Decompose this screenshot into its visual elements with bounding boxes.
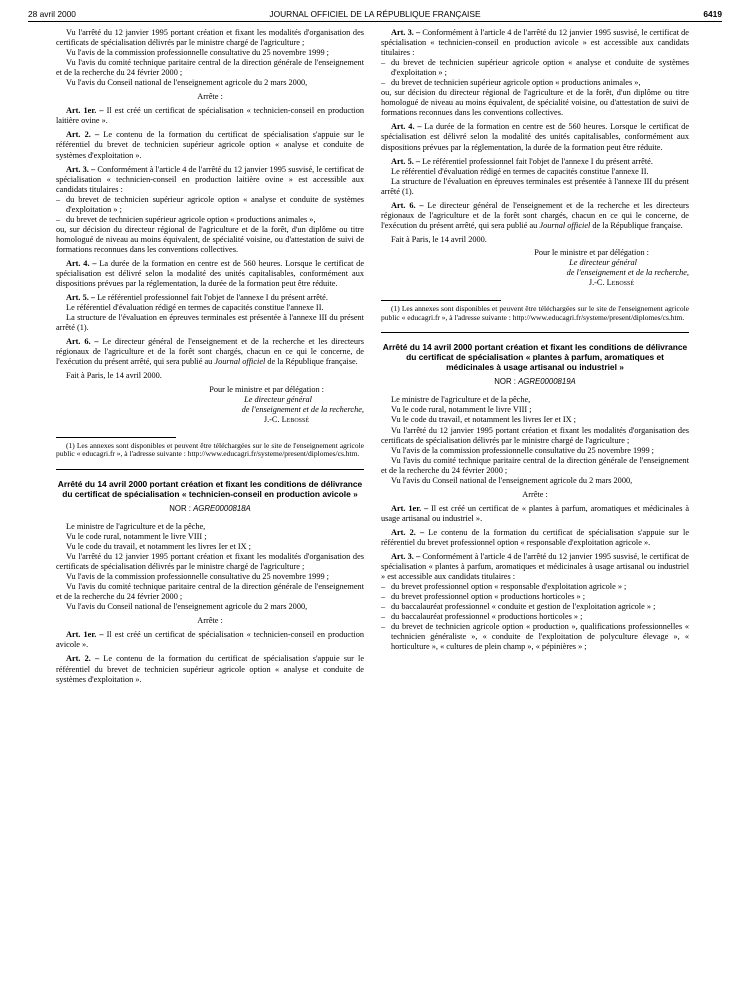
intro-paragraph: Vu le code rural, notamment le livre VIII ;: [391, 405, 532, 415]
list-item: – du baccalauréat professionnel « conduite et gestion de l'exploitation agricole » ;: [381, 602, 689, 612]
article-5-paragraph: Le référentiel d'évaluation rédigé en termes de capacités constitue l'annexe II.: [391, 166, 649, 176]
signatory-name: J.-C. Lebossé: [588, 278, 634, 288]
fait-line: Fait à Paris, le 14 avril 2000.: [391, 234, 487, 244]
vu-paragraph: Vu l'avis du Conseil national de l'enseignement agricole du 2 mars 2000,: [66, 78, 308, 88]
article-label: Art. 2. –: [66, 130, 100, 140]
intro-paragraph: Le ministre de l'agriculture et de la pêche,: [391, 395, 531, 405]
footnote: (1) Les annexes sont disponibles et peuvent être téléchargées sur le site de l'enseignement agricole public « educagri.fr », à l'adresse suivante : http://www.educagri.fr/systeme/present/diplomes/cs.htm.: [56, 440, 364, 459]
list-item: – du brevet de technicien agricole option « production », qualifications professionnelles « technicien généraliste », « conduite de l'exploitation de polyculture élevage », « horticulture », « cultures de plein champ », « pépinières » ;: [381, 622, 689, 652]
article-6: [56, 337, 364, 367]
list-item: – du brevet professionnel option « responsable d'exploitation agricole » ;: [381, 582, 689, 592]
article-text: Conformément à l'article 4 de l'arrêté du 12 janvier 1995 susvisé, le certificat de spécialisation « technicien-conseil en production avicole » est accessible aux candidats titulaires :: [381, 28, 689, 58]
article-label: Art. 2. –: [66, 654, 100, 664]
article-text: Le contenu de la formation du certificat de spécialisation s'appuie sur le référentiel du brevet professionnel option « responsable d'exploitation agricole ».: [381, 527, 690, 547]
article-text: de la République française.: [590, 220, 683, 230]
article-3-continuation: ou, sur décision du directeur régional de l'agriculture et de la forêt, d'un diplôme ou titre homologué de niveau au moins équivalent, de spécialité voisine, ou d'attestation de suivi de formations reconnues dans les conventions collectives.: [381, 88, 689, 118]
vu-paragraph: Vu l'avis de la commission professionnelle consultative du 25 novembre 1999 ;: [66, 48, 329, 58]
article-text: de la République française.: [265, 357, 358, 367]
footnote: (1) Les annexes sont disponibles et peuvent être téléchargées sur le site de l'enseignement agricole public « educagri.fr », à l'adresse suivante : http://www.educagri.fr/systeme/present/diplomes/cs.htm.: [381, 304, 689, 322]
signature-line: Pour le ministre et par délégation :: [209, 384, 324, 394]
vu-paragraph: Vu l'avis du comité technique paritaire central de la direction générale de l'enseignement et de la recherche du 24 février 2000 ;: [56, 58, 364, 78]
section-divider: [56, 469, 364, 470]
signature-title: Le directeur général: [244, 394, 312, 404]
article-text: Il est créé un certificat de spécialisation « technicien-conseil en production avicole ».: [56, 630, 364, 650]
article-text: Le directeur général de l'enseignement et de la recherche et les directeurs régionaux de l'agriculture et de la forêt sont chargés, chacun en ce qui le concerne, de l'exécution du présent arrêté, qui sera publié au: [381, 200, 690, 230]
article-label: Art. 5. –: [391, 156, 421, 166]
list-item: – du brevet professionnel option « productions horticoles » ;: [381, 592, 689, 602]
signature-title: Le directeur général: [569, 257, 637, 267]
article-5-paragraph: Le référentiel d'évaluation rédigé en termes de capacités constitue l'annexe II.: [66, 303, 324, 313]
intro-paragraph: Vu l'avis de la commission professionnelle consultative du 25 novembre 1999 ;: [391, 445, 654, 455]
article-3-continuation: ou, sur décision du directeur régional de l'agriculture et de la forêt, d'un diplôme ou titre homologué de niveau au moins équivalent, de spécialité voisine, ou d'attestation de suivi de formations reconnues dans les conventions collectives.: [56, 224, 364, 254]
article-text: Conformément à l'article 4 de l'arrêté du 12 janvier 1995 susvisé, le certificat de spécialisation « technicien-conseil en production laitière ovine » est accessible aux candidats titulaires :: [56, 164, 364, 194]
article-label: Art. 3. –: [66, 164, 96, 174]
decree-title: Arrêté du 14 avril 2000 portant création et fixant les conditions de délivrance du certificat de spécialisation « technicien-conseil en production avicole »: [57, 478, 363, 499]
intro-paragraph: Vu le code rural, notamment le livre VIII ;: [66, 531, 207, 541]
article-5: [56, 293, 364, 303]
signature-block: [56, 385, 364, 425]
article-2: [381, 528, 689, 548]
left-column: [56, 28, 364, 685]
nor-code: AGRE0000819A: [518, 377, 576, 387]
nor-label: NOR :: [494, 377, 516, 387]
article-text: Le contenu de la formation du certificat de spécialisation s'appuie sur le référentiel du brevet de technicien supérieur agricole option « analyse et conduite de systèmes d'exploitation ».: [56, 130, 365, 160]
intro-paragraph: Vu le code du travail, et notamment les livres Ier et IX ;: [66, 542, 251, 552]
list-item: – du brevet de technicien supérieur agricole option « productions animales »,: [56, 215, 364, 225]
nor-label: NOR :: [169, 503, 191, 513]
footnote-rule: [381, 300, 501, 301]
intro-paragraph: Vu l'arrêté du 12 janvier 1995 portant création et fixant les modalités d'organisation des certificats de spécialisation délivrés par le ministre chargé de l'agriculture ;: [381, 425, 689, 445]
list-item: – du brevet de technicien supérieur agricole option « analyse et conduite de systèmes d'exploitation » ;: [381, 58, 689, 78]
signature-block: [381, 248, 689, 288]
article-4: [381, 122, 689, 152]
arrete-heading: Arrête :: [197, 92, 223, 102]
intro-paragraph: Vu l'avis du Conseil national de l'enseignement agricole du 2 mars 2000,: [66, 602, 308, 612]
article-2: [56, 654, 364, 684]
article-text: Le contenu de la formation du certificat de spécialisation s'appuie sur le référentiel du brevet de technicien supérieur agricole option « analyse et conduite de systèmes d'exploitation ».: [56, 654, 365, 684]
journal-officiel-italic: Journal officiel: [214, 357, 266, 367]
intro-paragraph: Vu l'avis du comité technique paritaire central de la direction générale de l'enseignement et de la recherche du 24 février 2000 ;: [56, 582, 364, 602]
article-text: Le directeur général de l'enseignement et de la recherche et les directeurs régionaux de l'agriculture et de la forêt sont chargés, chacun en ce qui le concerne, de l'exécution du présent arrêté, qui sera publié au: [56, 337, 365, 367]
article-label: Art. 6. –: [66, 337, 99, 347]
article-text: La durée de la formation en centre est de 560 heures. Lorsque le certificat de spécialisation est délivré selon la modalité des unités capitalisables, conformément aux dispositions prévues par la réglementation, la durée de la formation peut être réduite.: [381, 122, 689, 152]
journal-officiel-italic: Journal officiel: [539, 220, 591, 230]
candidate-list: [56, 195, 364, 225]
article-2: [56, 130, 364, 160]
vu-paragraph: Vu l'arrêté du 12 janvier 1995 portant création et fixant les modalités d'organisation des certificats de spécialisation délivrés par le ministre chargé de l'agriculture ;: [56, 28, 364, 48]
article-label: Art. 2. –: [391, 527, 425, 537]
list-item: – du baccalauréat professionnel « productions horticoles » ;: [381, 612, 689, 622]
intro-paragraph: Vu l'avis du Conseil national de l'enseignement agricole du 2 mars 2000,: [391, 475, 633, 485]
article-6: [381, 201, 689, 231]
article-3: [381, 28, 689, 58]
signatory-name: J.-C. Lebossé: [263, 414, 309, 424]
article-label: Art. 1er. –: [66, 630, 104, 640]
fait-line: Fait à Paris, le 14 avril 2000.: [66, 371, 162, 381]
intro-paragraph: Vu l'arrêté du 12 janvier 1995 portant création et fixant les modalités d'organisation des certificats de spécialisation délivrés par le ministre chargé de l'agriculture ;: [56, 552, 364, 572]
article-text: La durée de la formation en centre est de 560 heures. Lorsque le certificat de spécialisation est délivré selon la modalité des unités capitalisables, conformément aux dispositions prévues par la réglementation, la durée de la formation peut être réduite.: [56, 258, 364, 289]
article-label: Art. 4. –: [391, 122, 422, 132]
decree-title: Arrêté du 14 avril 2000 portant création et fixant les conditions de délivrance du certificat de spécialisation « plantes à parfum, aromatiques et médicinales à usage artisanal ou industriel »: [382, 342, 688, 373]
article-1: [381, 504, 689, 524]
right-column: [381, 28, 689, 652]
section-divider: [381, 332, 689, 333]
article-label: Art. 1er. –: [391, 503, 429, 513]
journal-title: JOURNAL OFFICIEL DE LA RÉPUBLIQUE FRANÇAISE: [269, 9, 481, 19]
article-5: [381, 157, 689, 167]
candidate-list: [381, 58, 689, 88]
header-rule: [28, 21, 722, 22]
arrete-heading: Arrête :: [197, 616, 223, 626]
nor-reference: [381, 377, 689, 387]
header-date: 28 avril 2000: [28, 9, 76, 19]
article-text: Il est créé un certificat de spécialisation « technicien-conseil en production laitière ovine ».: [56, 106, 364, 126]
page-number: 6419: [703, 9, 722, 19]
nor-reference: [56, 504, 364, 514]
article-1: [56, 106, 364, 126]
article-3: [56, 165, 364, 195]
signature-title: de l'enseignement et de la recherche,: [566, 268, 689, 278]
nor-code: AGRE0000818A: [193, 503, 251, 513]
list-item: – du brevet de technicien supérieur agricole option « productions animales »,: [381, 78, 689, 88]
article-5-paragraph: La structure de l'évaluation en épreuves terminales est présentée à l'annexe III du présent arrêté (1).: [56, 313, 364, 333]
article-5-paragraph: La structure de l'évaluation en épreuves terminales est présentée à l'annexe III du présent arrêté (1).: [381, 176, 689, 196]
list-item: – du brevet de technicien supérieur agricole option « analyse et conduite de systèmes d'exploitation » ;: [56, 195, 364, 215]
article-label: Art. 5. –: [66, 293, 96, 303]
candidate-list: [381, 582, 689, 652]
intro-paragraph: Vu le code du travail, et notamment les livres Ier et IX ;: [391, 415, 576, 425]
signature-line: Pour le ministre et par délégation :: [534, 247, 649, 257]
article-text: Il est créé un certificat de « plantes à parfum, aromatiques et médicinales à usage artisanal ou industriel ».: [381, 503, 690, 523]
article-label: Art. 3. –: [391, 552, 421, 562]
article-text: Conformément à l'article 4 de l'arrêté du 12 janvier 1995 susvisé, le certificat de spécialisation « plantes à parfum, aromatiques et médicinales à usage artisanal ou industriel » est accessible aux candidats titulaires :: [381, 552, 689, 582]
intro-paragraph: Vu l'avis du comité technique paritaire central de la direction générale de l'enseignement et de la recherche du 24 février 2000 ;: [381, 455, 689, 475]
arrete-heading: Arrête :: [522, 489, 548, 499]
article-label: Art. 3. –: [391, 28, 421, 37]
article-label: Art. 4. –: [66, 258, 97, 268]
article-4: [56, 259, 364, 289]
signature-title: de l'enseignement et de la recherche,: [241, 404, 364, 414]
intro-paragraph: Vu l'avis de la commission professionnelle consultative du 25 novembre 1999 ;: [66, 572, 329, 582]
article-text: Le référentiel professionnel fait l'objet de l'annexe I du présent arrêté.: [97, 293, 328, 303]
article-text: Le référentiel professionnel fait l'objet de l'annexe I du présent arrêté.: [422, 156, 653, 166]
article-label: Art. 1er. –: [66, 106, 104, 116]
article-label: Art. 6. –: [391, 200, 424, 210]
article-1: [56, 630, 364, 650]
footnote-rule: [56, 437, 176, 438]
intro-paragraph: Le ministre de l'agriculture et de la pêche,: [66, 521, 206, 531]
article-3: [381, 552, 689, 582]
